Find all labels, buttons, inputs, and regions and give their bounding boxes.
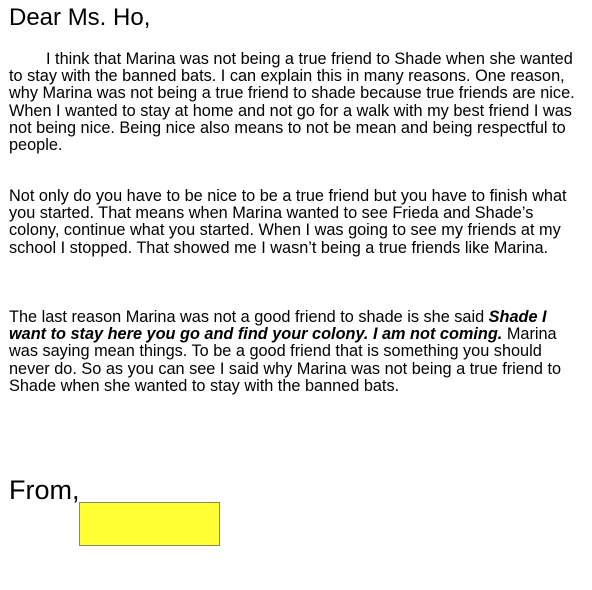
letter-greeting: Dear Ms. Ho, <box>9 4 151 31</box>
paragraph-3-rest: Marina was saying mean things. To be a good friend that is something you should never do. So as you can see I said why Marina was not being a true friend to Shade when she wanted to stay with the banned bats. <box>9 325 562 395</box>
paragraph-1-text: I think that Marina was not being a true friend to Shade when she wanted to stay with the banned bats. I can explain this in many reasons. One reason, why Marina was not being a true friend to shade because true friends are nice. When I wanted to stay at home and not go for a walk with my best friend I was not being nice. Being nice also means to not be mean and being respectful to people. <box>9 50 575 155</box>
paragraph-2-text: Not only do you have to be nice to be a true friend but you have to finish what you started. That means when Marina wanted to see Frieda and Shade’s colony, continue what you started. When I was going to see my friends at my school I stopped. That showed me I wasn’t being a true friends like Marina. <box>9 187 567 257</box>
letter-closing: From, <box>9 475 80 505</box>
paragraph-3-lead: The last reason Marina was not a good friend to shade is she said <box>9 308 489 326</box>
paragraph-3 <box>9 309 584 395</box>
signature-highlight-box <box>79 502 220 546</box>
paragraph-2 <box>9 188 584 257</box>
paragraph-1 <box>9 51 584 154</box>
paragraph-3-quote: Shade I want to stay here you go and find your colony. I am not coming. <box>9 308 547 344</box>
